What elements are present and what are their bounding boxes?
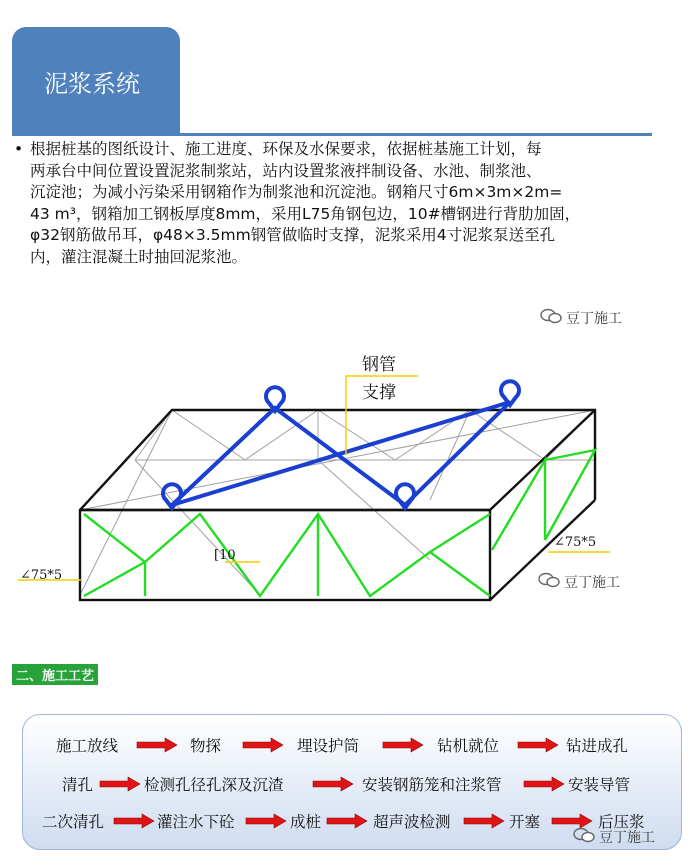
arrow-right-icon <box>313 777 353 791</box>
process-step: 二次清孔 <box>42 813 105 831</box>
process-step: 后压浆 <box>598 813 645 831</box>
arrow-right-icon <box>464 814 504 828</box>
process-step: 超声波检测 <box>373 813 451 831</box>
watermark-text: 豆丁施工 <box>599 830 655 846</box>
intro-line: 两承台中间位置设置泥浆制浆站，站内设置浆液拌制设备、水池、制浆池、 <box>30 161 542 180</box>
process-step: 开塞 <box>509 813 541 831</box>
process-step: 成桩 <box>290 813 322 831</box>
intro-line: 根据桩基的图纸设计、施工进度、环保及水保要求，依据桩基施工计划，每 <box>30 140 542 158</box>
process-step: 钻进成孔 <box>566 737 629 755</box>
arrow-right-icon <box>518 738 558 752</box>
process-step: 清孔 <box>62 776 94 794</box>
watermark-text: 豆丁施工 <box>566 311 622 327</box>
process-step: 安装导管 <box>568 776 631 794</box>
arrow-right-icon <box>243 738 283 752</box>
callout-text: 支撑 <box>362 383 396 403</box>
intro-line: φ32钢筋做吊耳，φ48×3.5mm钢管做临时支撑，泥浆采用4寸泥浆泵送至孔 <box>30 226 556 244</box>
arrow-right-icon <box>137 738 177 752</box>
process-step: 物探 <box>190 737 222 755</box>
channel-label: [10 <box>214 548 236 563</box>
arrow-right-icon <box>327 814 367 828</box>
arrow-right-icon <box>552 814 592 828</box>
process-step: 钻机就位 <box>437 737 500 755</box>
wechat-icon <box>573 827 595 847</box>
process-step: 检测孔径孔深及沉渣 <box>144 776 284 794</box>
callout-text: 钢管 <box>362 355 396 375</box>
intro-line: 43 m³，钢箱加工钢板厚度8mm，采用L75角钢包边，10#槽钢进行背肋加固， <box>30 204 581 223</box>
arrow-right-icon <box>246 814 286 828</box>
watermark <box>573 827 655 847</box>
process-step: 灌注水下砼 <box>157 813 235 831</box>
process-step: 施工放线 <box>56 737 119 755</box>
section-heading: 二、施工工艺 <box>12 664 98 685</box>
process-step: 安装钢筋笼和注浆管 <box>362 776 502 794</box>
angle-label-right: ∠75*5 <box>554 535 597 550</box>
arrow-right-icon <box>524 777 564 791</box>
bullet: • <box>14 140 24 158</box>
process-step: 埋设护筒 <box>297 737 360 755</box>
arrow-right-icon <box>100 777 140 791</box>
angle-label-left: ∠75*5 <box>20 568 63 583</box>
intro-line: 沉淀池；为减小污染采用钢箱作为制浆池和沉淀池。钢箱尺寸6m×3m×2m= <box>30 183 563 201</box>
intro-line: 内，灌注混凝土时抽回泥浆池。 <box>30 247 248 266</box>
page-title: 泥浆系统 <box>44 70 140 98</box>
arrow-right-icon <box>383 738 423 752</box>
arrow-right-icon <box>114 814 154 828</box>
watermark-text: 豆丁施工 <box>564 575 620 591</box>
